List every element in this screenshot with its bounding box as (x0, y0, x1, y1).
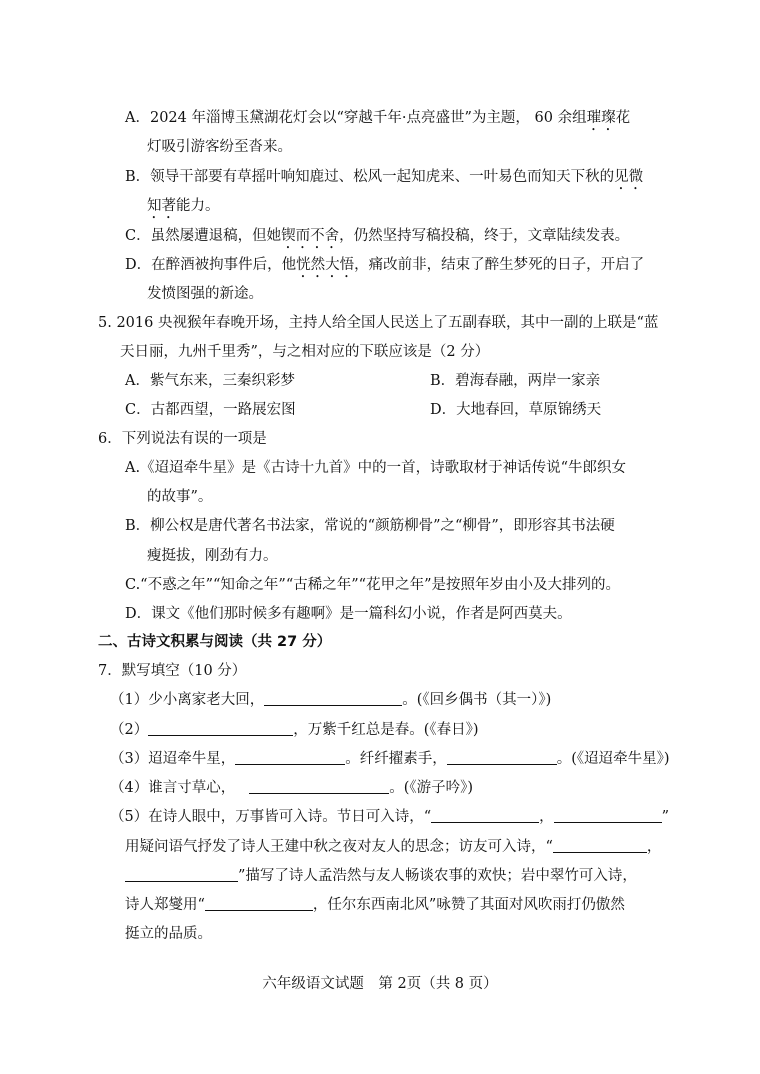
q7-item-1 (110, 690, 551, 710)
q6-stem: 6．下列说法有误的一项是 (98, 431, 267, 447)
q7-5-line2-text: 用疑问语气抒发了诗人王建中秋之夜对友人的思念；访友可入诗，“ (125, 839, 553, 855)
section-heading: 二、古诗文积累与阅读（共 27 分） (98, 634, 332, 650)
q7-5-blank-4[interactable] (125, 866, 238, 882)
q6-option-b-line1: B．柳公权是唐代著名书法家，常说的“颜筋柳骨”之“柳骨”，即形容其书法硬 (125, 518, 615, 534)
q4-c-dotted-word: 锲而不舍 (281, 228, 340, 244)
q7-3-blank-1[interactable] (235, 749, 345, 765)
q7-item-5-line2 (125, 837, 661, 857)
q7-5-line4-prefix: 诗人郑燮用“ (125, 897, 205, 913)
q4-b-dotted-word2: 知著 (147, 198, 176, 214)
q4-option-b-line2 (147, 196, 220, 222)
q5-option-c: C．古都西望，一路展宏图 (125, 402, 296, 418)
q7-item-5-line3 (125, 866, 637, 886)
q4-option-d-line2: 发愤图强的新途。 (147, 286, 263, 302)
q7-5-line4-text: ，任尔东西南北风”咏赞了其面对风吹雨打仍傲然 (312, 897, 625, 913)
q7-item-4 (110, 778, 473, 798)
q4-option-c (125, 226, 629, 252)
q7-stem: 7．默写填空（10 分） (98, 663, 247, 679)
q7-3-prefix: （3）迢迢牵牛星， (110, 751, 236, 767)
q7-2-suffix: ，万紫千红总是春。(《春日》) (293, 722, 479, 738)
q7-3-middle: 。纤纤擢素手， (345, 751, 447, 767)
q7-1-blank[interactable] (264, 690, 402, 706)
q4-b-text: B．领导干部要有草摇叶响知鹿过、松风一起知虎来、一叶易色而知天下秋的 (125, 169, 615, 185)
q7-5-blank-5[interactable] (205, 895, 313, 911)
q6-option-c: C.“不惑之年”“知命之年”“古稀之年”“花甲之年”是按照年岁由小及大排列的。 (125, 577, 620, 593)
q4-b-text2: 能力。 (176, 198, 220, 214)
q4-a-text-end: 花 (615, 110, 631, 126)
q7-4-suffix: 。(《游子吟》) (389, 780, 474, 796)
q6-option-a-line2: 的故事”。 (147, 489, 213, 505)
q4-option-d-line1 (125, 255, 644, 281)
q7-3-blank-2[interactable] (447, 749, 557, 765)
q7-5-quote-close: ” (661, 809, 670, 825)
q7-1-suffix: 。(《回乡偶书（其一）》) (402, 692, 552, 708)
q4-d-dotted-word: 恍然大悟 (296, 257, 355, 273)
q7-5-comma: ， (539, 809, 554, 825)
q5-option-b: B．碧海春融，两岸一家亲 (430, 373, 601, 389)
q7-5-prefix: （5）在诗人眼中，万事皆可入诗。节日可入诗，“ (110, 809, 432, 825)
q5-stem-line1: 5. 2016 央视猴年春晚开场，主持人给全国人民送上了五副春联，其中一副的上联是“蓝 (98, 315, 659, 331)
q7-4-blank[interactable] (249, 778, 389, 794)
q6-option-d: D．课文《他们那时候多有趣啊》是一篇科幻小说，作者是阿西莫夫。 (125, 606, 572, 622)
q7-2-prefix: （2） (110, 722, 149, 738)
q7-item-2 (110, 720, 479, 740)
q5-stem-line2: 天日丽，九州千里秀”，与之相对应的下联应该是（2 分） (120, 344, 490, 360)
q5-option-d: D．大地春回，草原锦绣天 (430, 402, 602, 418)
q4-a-text: A．2024 年淄博玉黛湖花灯会以“穿越千年·点亮盛世”为主题， 60 余组 (125, 110, 587, 126)
q4-d-text: D．在醉酒被拘事件后，他 (125, 257, 297, 273)
q4-c-text: C．虽然屡遭退稿，但她 (125, 228, 282, 244)
q7-5-line2-comma: ， (646, 839, 662, 855)
page-footer: 六年级语文试题 第 2页（共 8 页） (262, 976, 498, 992)
q7-5-blank-1[interactable] (431, 807, 539, 823)
q4-option-a-line2: 灯吸引游客纷至沓来。 (147, 139, 292, 155)
q4-c-text-end: ，仍然坚持写稿投稿，终于，文章陆续发表。 (339, 228, 630, 244)
q7-5-blank-3[interactable] (553, 837, 647, 853)
q4-a-dotted-word: 璀璨 (586, 110, 616, 126)
q4-option-b-line1 (125, 167, 643, 193)
q7-1-prefix: （1）少小离家老大回， (110, 692, 265, 708)
q7-item-5-line1 (110, 807, 669, 827)
q7-item-5-line4 (125, 895, 625, 915)
q6-option-b-line2: 瘦挺拔，刚劲有力。 (147, 548, 278, 564)
q7-3-suffix: 。(《迢迢牵牛星》) (556, 751, 670, 767)
q7-5-line3-text: ”描写了诗人孟浩然与友人畅谈农事的欢快；岩中翠竹可入诗， (238, 868, 637, 884)
q4-b-dotted-word: 见微 (614, 169, 644, 185)
q7-2-blank[interactable] (148, 720, 293, 736)
q4-d-text-end: ，痛改前非，结束了醉生梦死的日子，开启了 (354, 257, 645, 273)
q4-option-a-line1 (125, 108, 630, 134)
q5-option-a: A．紫气东来，三秦织彩梦 (125, 373, 295, 389)
q7-item-5-line5: 挺立的品质。 (125, 926, 212, 942)
q7-4-prefix: （4）谁言寸草心， (110, 780, 236, 796)
q7-item-3 (110, 749, 670, 769)
q7-5-blank-2[interactable] (554, 807, 662, 823)
q6-option-a-line1: A.《迢迢牵牛星》是《古诗十九首》中的一首，诗歌取材于神话传说“牛郎织女 (125, 460, 626, 476)
